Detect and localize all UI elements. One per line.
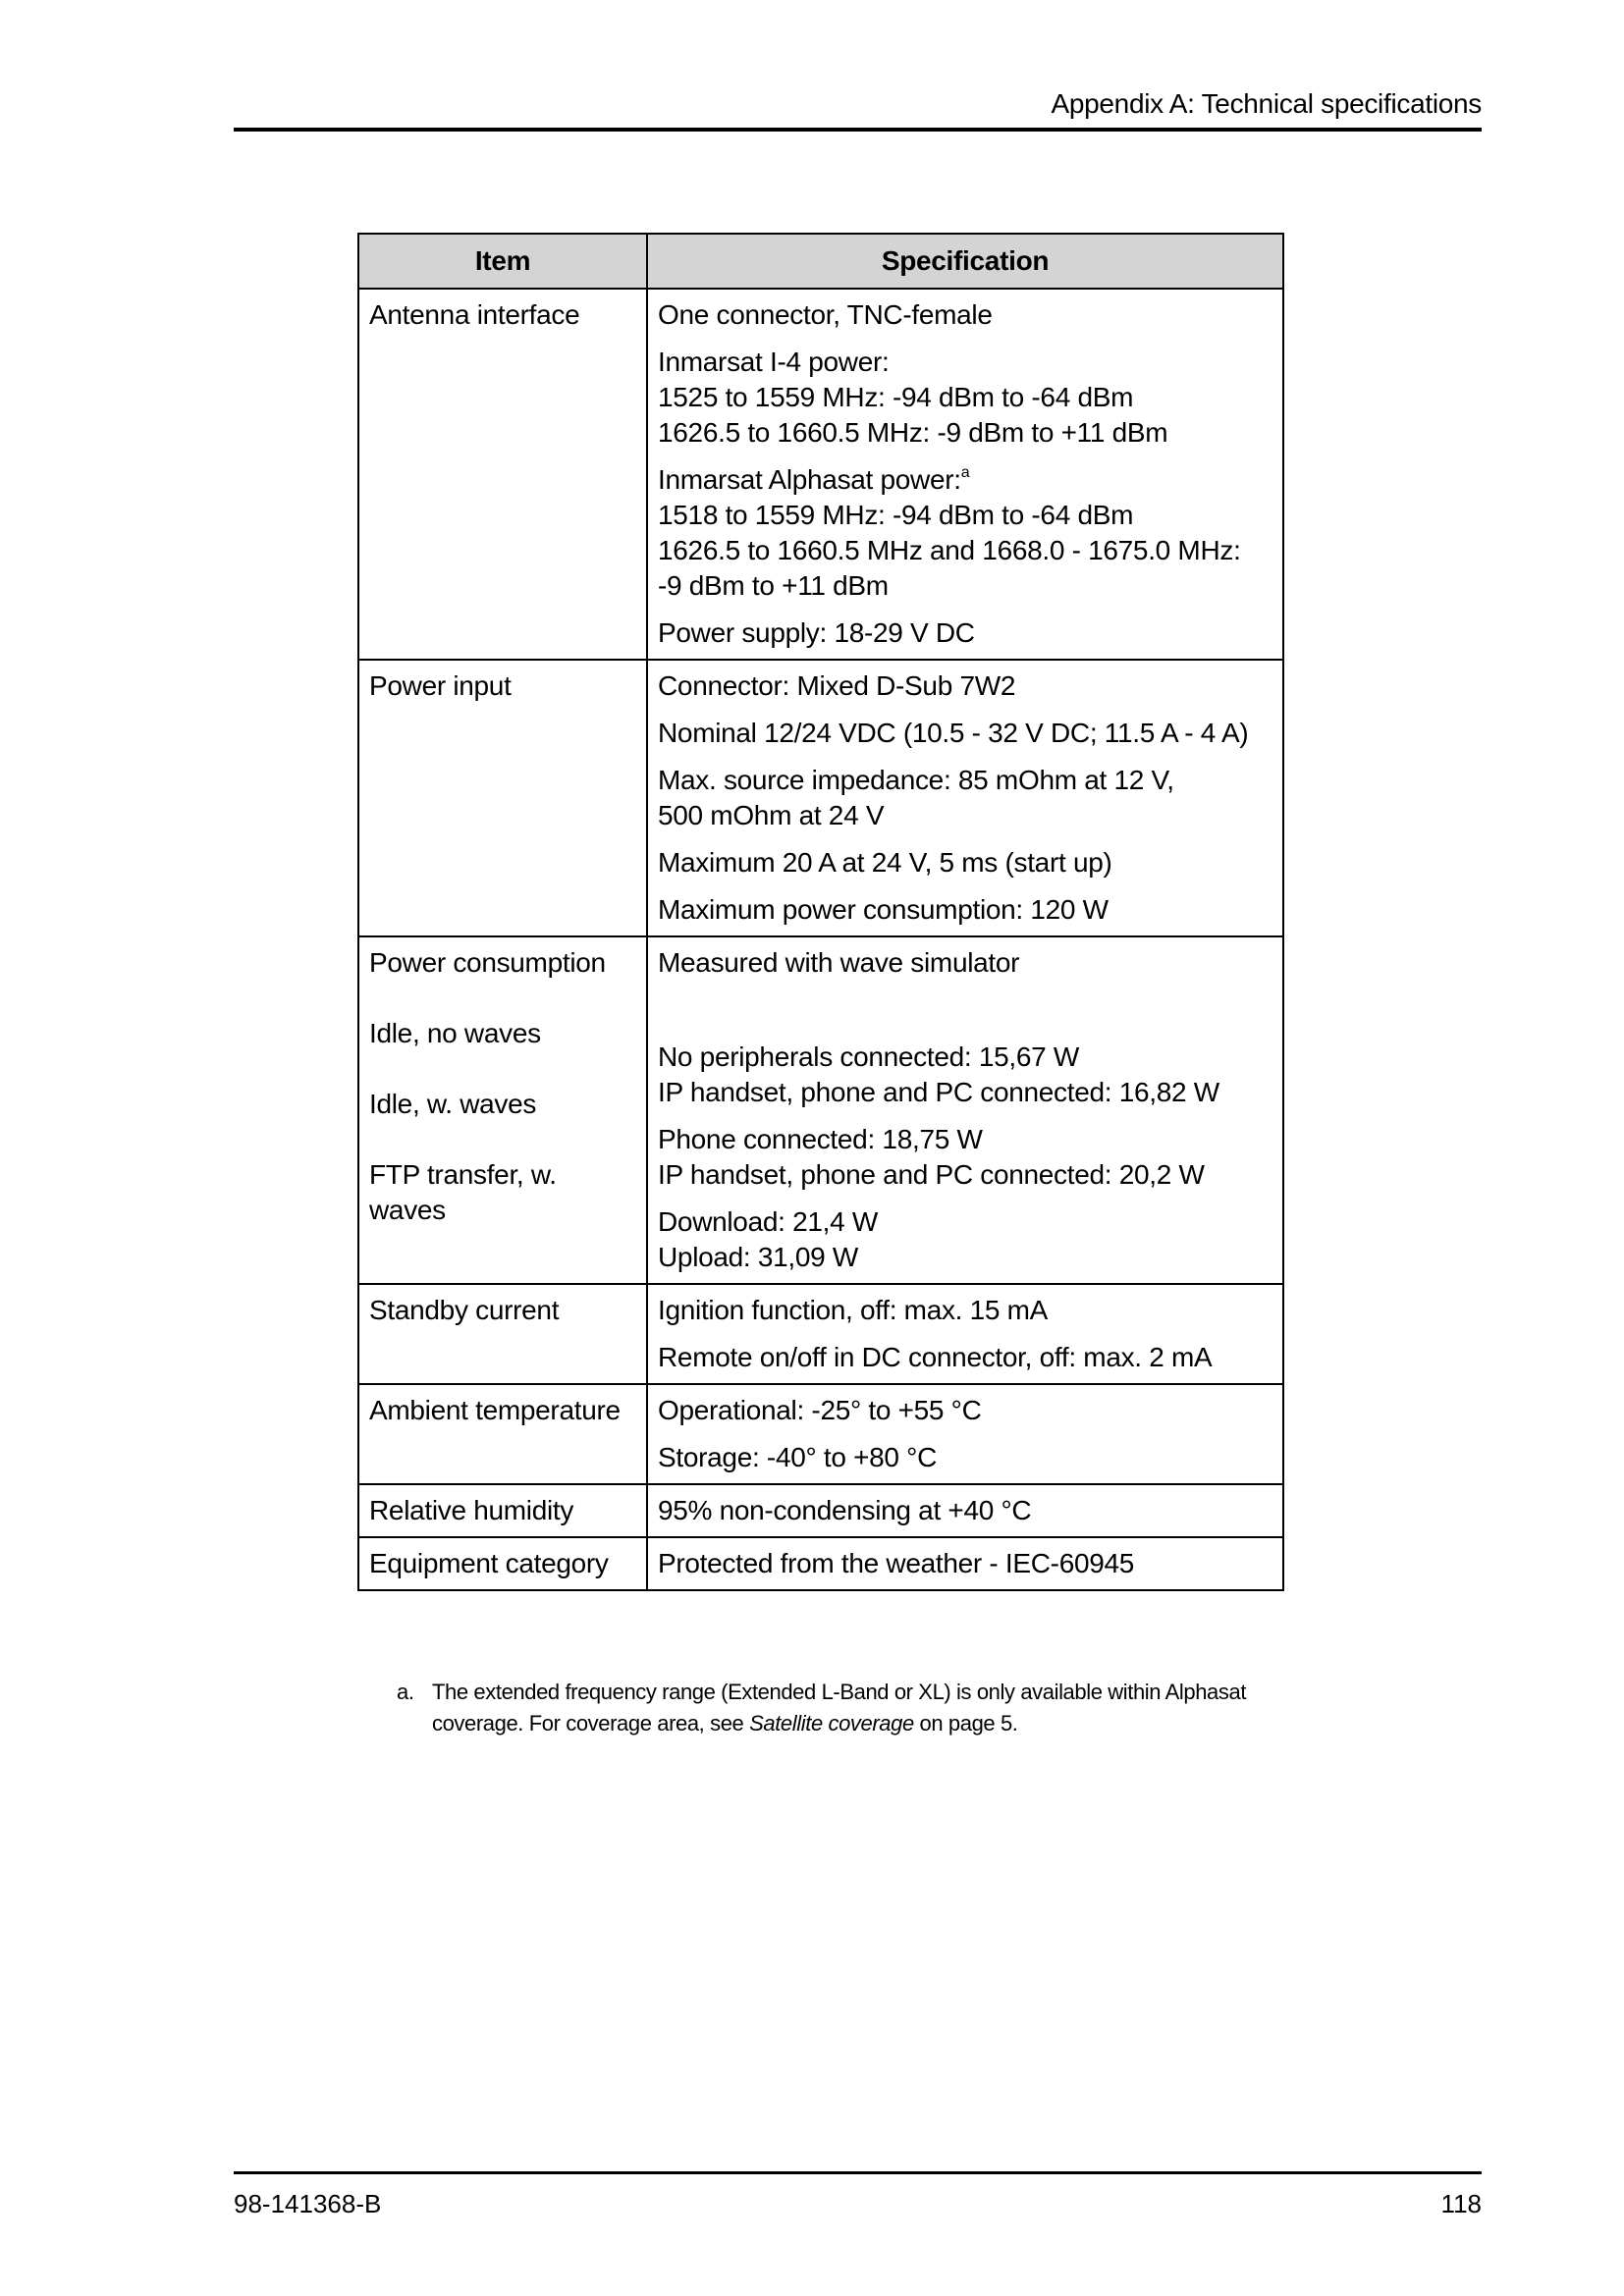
footnote-text bbox=[397, 1677, 1285, 1739]
spec-paragraph bbox=[658, 892, 1272, 928]
spec-paragraph bbox=[658, 1393, 1272, 1428]
spec-line: Upload: 31,09 W bbox=[658, 1242, 859, 1272]
spec-line: 500 mOhm at 24 V bbox=[658, 800, 885, 830]
item-label: Ambient temperature bbox=[369, 1395, 621, 1425]
spec-line: Inmarsat I-4 power: bbox=[658, 347, 890, 377]
spec-line: Max. source impedance: 85 mOhm at 12 V, bbox=[658, 765, 1174, 795]
spacer bbox=[369, 981, 636, 1016]
spec-paragraph bbox=[658, 1493, 1272, 1528]
item-cell bbox=[358, 936, 647, 1284]
document-number: 98-141368-B bbox=[234, 2189, 382, 2218]
spec-line: Storage: -40° to +80 °C bbox=[658, 1442, 937, 1472]
spec-line: -9 dBm to +11 dBm bbox=[658, 570, 889, 601]
table-row-relative-humidity bbox=[358, 1484, 1283, 1537]
spec-line: Ignition function, off: max. 15 mA bbox=[658, 1295, 1049, 1325]
item-cell bbox=[358, 1537, 647, 1590]
spec-paragraph bbox=[658, 668, 1272, 704]
spec-cell bbox=[647, 1284, 1283, 1384]
item-cell bbox=[358, 1284, 647, 1384]
spec-paragraph bbox=[658, 763, 1272, 833]
item-cell bbox=[358, 1384, 647, 1484]
spacer bbox=[369, 1051, 636, 1087]
spec-line: Phone connected: 18,75 W bbox=[658, 1124, 983, 1154]
spec-paragraph bbox=[658, 1546, 1272, 1581]
spec-line: IP handset, phone and PC connected: 20,2 W bbox=[658, 1159, 1205, 1190]
spec-cell bbox=[647, 1384, 1283, 1484]
table-header-row bbox=[358, 234, 1283, 289]
table-row-ambient-temperature bbox=[358, 1384, 1283, 1484]
spec-line-text: Inmarsat Alphasat power: bbox=[658, 464, 961, 495]
spec-cell bbox=[647, 1484, 1283, 1537]
spec-paragraph bbox=[658, 1440, 1272, 1475]
spec-line: Measured with wave simulator bbox=[658, 947, 1020, 978]
footnote-reference[interactable]: a bbox=[960, 464, 970, 481]
spec-paragraph bbox=[658, 615, 1272, 651]
spec-line: 1626.5 to 1660.5 MHz and 1668.0 - 1675.0 MHz: bbox=[658, 535, 1241, 565]
footnote-line: The extended frequency range (Extended L-Band or XL) is only available within Alphasat bbox=[432, 1680, 1247, 1704]
spec-paragraph bbox=[658, 297, 1272, 333]
spec-paragraph bbox=[658, 945, 1272, 981]
item-label: Antenna interface bbox=[369, 299, 580, 330]
spec-line: Power supply: 18-29 V DC bbox=[658, 617, 975, 648]
footer-rule bbox=[234, 2171, 1482, 2174]
table-row-power-consumption bbox=[358, 936, 1283, 1284]
spec-cell bbox=[647, 1537, 1283, 1590]
spec-line: Maximum 20 A at 24 V, 5 ms (start up) bbox=[658, 847, 1112, 878]
spec-cell bbox=[647, 936, 1283, 1284]
spec-cell bbox=[647, 660, 1283, 936]
spacer bbox=[369, 1122, 636, 1157]
item-cell bbox=[358, 289, 647, 660]
item-cell bbox=[358, 660, 647, 936]
table-footnote bbox=[397, 1677, 1285, 1739]
spec-paragraph bbox=[658, 1293, 1272, 1328]
spec-line: Nominal 12/24 VDC (10.5 - 32 V DC; 11.5 A - 4 A) bbox=[658, 718, 1249, 748]
spec-line: 1626.5 to 1660.5 MHz: -9 dBm to +11 dBm bbox=[658, 417, 1168, 448]
spec-paragraph bbox=[658, 1040, 1272, 1110]
spec-line: IP handset, phone and PC connected: 16,82 W bbox=[658, 1077, 1219, 1107]
item-cell bbox=[358, 1484, 647, 1537]
spec-line: Maximum power consumption: 120 W bbox=[658, 894, 1109, 925]
spec-paragraph bbox=[658, 462, 1272, 604]
table-row-antenna-interface bbox=[358, 289, 1283, 660]
page-number: 118 bbox=[1440, 2189, 1482, 2218]
header-rule bbox=[234, 128, 1482, 132]
spec-line: Remote on/off in DC connector, off: max. 2 mA bbox=[658, 1342, 1213, 1372]
item-label: Relative humidity bbox=[369, 1495, 574, 1525]
spec-line: Operational: -25° to +55 °C bbox=[658, 1395, 982, 1425]
spec-line: Connector: Mixed D-Sub 7W2 bbox=[658, 670, 1016, 701]
item-label: Power input bbox=[369, 670, 512, 701]
item-label: Equipment category bbox=[369, 1548, 609, 1578]
spec-line: No peripherals connected: 15,67 W bbox=[658, 1041, 1080, 1072]
spec-cell bbox=[647, 289, 1283, 660]
spec-paragraph bbox=[658, 1204, 1272, 1275]
column-header-item: Item bbox=[358, 234, 647, 289]
cross-reference-link[interactable]: Satellite coverage bbox=[749, 1711, 914, 1735]
item-sub-label: Idle, no waves bbox=[369, 1018, 541, 1048]
spec-line bbox=[658, 462, 1272, 498]
item-label: Power consumption bbox=[369, 947, 606, 978]
column-header-specification: Specification bbox=[647, 234, 1283, 289]
spec-line: 95% non-condensing at +40 °C bbox=[658, 1495, 1032, 1525]
item-sub-label: FTP transfer, w. waves bbox=[369, 1159, 557, 1225]
spec-line: 1525 to 1559 MHz: -94 dBm to -64 dBm bbox=[658, 382, 1134, 412]
footnote-text-part: on page 5. bbox=[913, 1711, 1018, 1735]
footnote-line bbox=[432, 1708, 1285, 1739]
table-row-standby-current bbox=[358, 1284, 1283, 1384]
table-row-equipment-category bbox=[358, 1537, 1283, 1590]
spec-line: Download: 21,4 W bbox=[658, 1206, 878, 1237]
item-sub-label: Idle, w. waves bbox=[369, 1089, 537, 1119]
spec-paragraph bbox=[658, 1340, 1272, 1375]
page-header-title: Appendix A: Technical specifications bbox=[1051, 88, 1482, 119]
spec-paragraph bbox=[658, 716, 1272, 751]
spec-line: Protected from the weather - IEC-60945 bbox=[658, 1548, 1135, 1578]
spec-line: One connector, TNC-female bbox=[658, 299, 993, 330]
specification-table bbox=[357, 233, 1284, 1591]
spec-line: 1518 to 1559 MHz: -94 dBm to -64 dBm bbox=[658, 500, 1134, 530]
spec-paragraph bbox=[658, 345, 1272, 451]
table-row-power-input bbox=[358, 660, 1283, 936]
item-label: Standby current bbox=[369, 1295, 560, 1325]
spec-paragraph bbox=[658, 1122, 1272, 1193]
footnote-mark: a. bbox=[397, 1680, 414, 1704]
spec-paragraph bbox=[658, 845, 1272, 881]
footnote-text-part: coverage. For coverage area, see bbox=[432, 1711, 750, 1735]
